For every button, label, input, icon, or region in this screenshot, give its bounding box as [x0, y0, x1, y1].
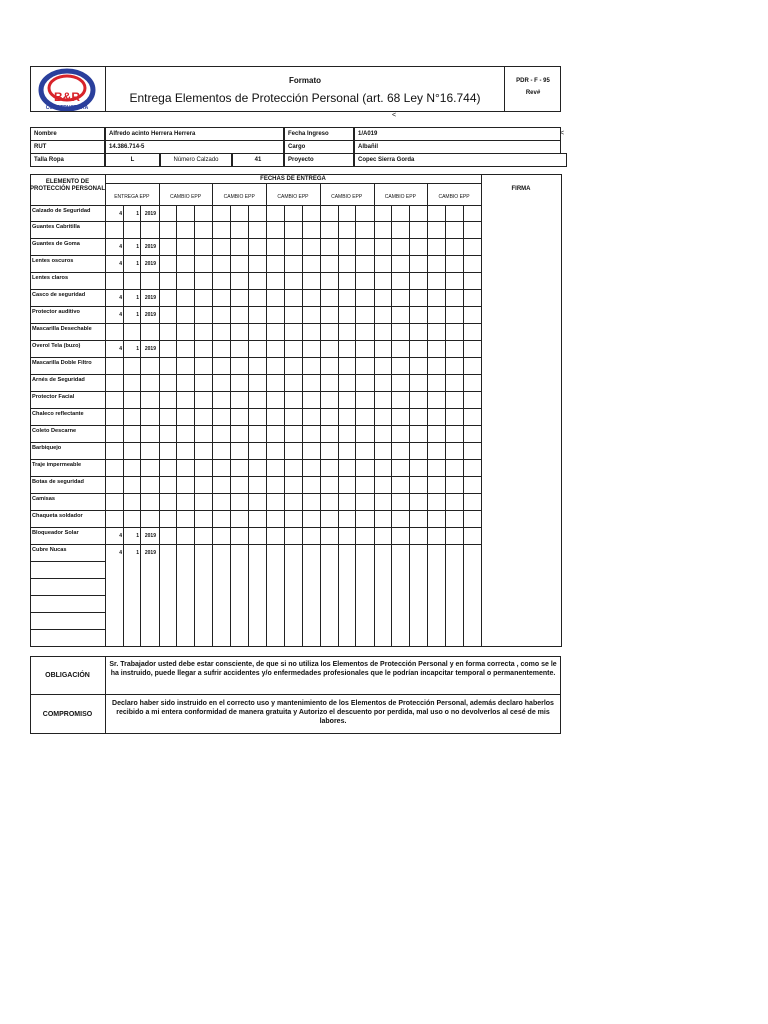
revision: Rev# [525, 90, 541, 96]
entry-month: 1 [136, 244, 139, 250]
item-label: Lentes oscuros [32, 258, 74, 264]
item-label: Overol Tela (buzo) [32, 343, 81, 349]
divider [105, 66, 106, 112]
subhead-epp: CAMBIO EPP [169, 194, 202, 200]
item-label: Guantes de Goma [32, 241, 80, 247]
grid-line [30, 544, 481, 545]
divider [504, 66, 505, 112]
grid-line [481, 174, 482, 646]
nombre-label: Nombre [30, 127, 105, 141]
document-title: Entrega Elementos de Protección Personal (art. 68 Ley N°16.744) [129, 91, 481, 105]
entry-year: 2019 [144, 244, 156, 250]
item-label: Calzado de Seguridad [32, 208, 91, 214]
item-label: Lentes claros [32, 275, 69, 281]
grid-line [159, 183, 160, 646]
item-label: Barbiquejo [32, 445, 62, 451]
logo-subtext: CONSTRUCTORA [45, 105, 89, 111]
grid-line [30, 323, 481, 324]
subhead-epp: CAMBIO EPP [438, 194, 470, 200]
grid-line [30, 493, 481, 494]
grid-line [30, 272, 481, 273]
item-label: Coleto Descarne [32, 428, 77, 434]
calzado-value: 41 [232, 153, 284, 167]
entry-month: 1 [136, 346, 139, 352]
grid-line [30, 510, 481, 511]
proyecto-value: Copec Sierra Gorda [354, 153, 567, 167]
entry-day: 4 [119, 533, 122, 539]
subhead-epp: CAMBIO EPP [384, 194, 416, 200]
grid-line [30, 391, 481, 392]
grid-line [30, 408, 481, 409]
entry-month: 1 [136, 295, 139, 301]
grid-line [30, 238, 481, 239]
entry-month: 1 [136, 211, 139, 217]
nombre-value: Alfredo acinto Herrera Herrera [105, 127, 284, 141]
cargo-value: Albañil [354, 140, 561, 154]
grid-line [30, 561, 105, 562]
item-label: Mascarilla Desechable [32, 326, 92, 332]
talla-value: L [105, 153, 160, 167]
grid-line [30, 578, 105, 579]
grid-line [30, 306, 481, 307]
item-label: Mascarilla Doble Filtro [32, 360, 92, 366]
grid-line [30, 595, 105, 596]
format-label: Formato [289, 76, 321, 85]
entry-month: 1 [136, 550, 139, 556]
entry-month: 1 [136, 533, 139, 539]
subhead-epp: CAMBIO EPP [331, 194, 363, 200]
entry-month: 1 [136, 261, 139, 267]
subhead-epp: CAMBIO EPP [223, 194, 255, 200]
talla-label: Talla Ropa [30, 153, 105, 167]
entry-day: 4 [119, 261, 122, 267]
document-code: PDR - F - 95 [516, 78, 550, 84]
item-label: Camisas [32, 496, 56, 502]
obligacion-text: Sr. Trabajador usted debe estar consciente, de que si no utiliza los Elementos de Protección Personal y en forma correcta , como se le ha instruido, puede llegar a sufrir accidentes y/o enfermedades profesionales que le podrían incapcitar temporal o permanentemente. [109, 661, 557, 677]
entry-day: 4 [119, 312, 122, 318]
item-label: Cubre Nucas [32, 547, 67, 553]
proyecto-label: Proyecto [284, 153, 354, 167]
grid-line [30, 357, 481, 358]
item-label: Botas de seguridad [32, 479, 84, 485]
divider [105, 656, 106, 734]
entry-day: 4 [119, 346, 122, 352]
grid-line [30, 174, 31, 647]
grid-line [30, 374, 481, 375]
grid-line [30, 527, 481, 528]
entry-year: 2019 [144, 261, 156, 267]
entry-day: 4 [119, 244, 122, 250]
grid-line [266, 183, 267, 646]
compromiso-label: COMPROMISO [42, 711, 93, 718]
grid-line [30, 442, 481, 443]
cargo-label: Cargo [284, 140, 354, 154]
grid-line [374, 183, 375, 646]
grid-line [30, 646, 561, 647]
grid-line [30, 340, 481, 341]
epp-table [30, 174, 561, 647]
rut-value: 14.386.714-5 [105, 140, 284, 154]
entry-day: 4 [119, 211, 122, 217]
grid-line [30, 221, 481, 222]
grid-line [30, 289, 481, 290]
entry-year: 2019 [144, 295, 156, 301]
col-elemento: ELEMENTO DE PROTECCIÓN PERSONAL [30, 179, 106, 192]
col-fechas: FECHAS DE ENTREGA [260, 176, 326, 182]
grid-line [105, 205, 481, 206]
entry-year: 2019 [144, 533, 156, 539]
grid-line [427, 183, 428, 646]
grid-line [30, 255, 481, 256]
header-box [30, 66, 561, 112]
grid-line [30, 476, 481, 477]
grid-line [30, 612, 105, 613]
item-label: Chaleco reflectante [32, 411, 84, 417]
calzado-label: Número Calzado [160, 153, 232, 167]
entry-year: 2019 [144, 211, 156, 217]
compromiso-text: Declaro haber sido instruido en el correcto uso y mantenimiento de los Elementos de Protección Personal, además declaro haberlos recibido a mi entera conformidad de manera gratuita y Autorizo el descuento por perdida, mal uso o no devolverlos al cesé de mis labores. [112, 700, 554, 725]
grid-line [30, 425, 481, 426]
logo-text: B&R [54, 90, 80, 104]
grid-line [105, 183, 481, 184]
col-firma: FIRMA [511, 186, 531, 192]
entry-day: 4 [119, 295, 122, 301]
item-label: Arnés de Seguridad [32, 377, 85, 383]
grid-line [30, 459, 481, 460]
entry-day: 4 [119, 550, 122, 556]
item-label: Bloqueador Solar [32, 530, 79, 536]
grid-line [212, 183, 213, 646]
grid-line [30, 205, 105, 206]
fecha-label: Fecha Ingreso [284, 127, 354, 141]
item-label: Traje impermeable [32, 462, 82, 468]
grid-line [30, 629, 105, 630]
subhead-epp: ENTREGA EPP [114, 194, 150, 200]
entry-year: 2019 [144, 346, 156, 352]
subhead-epp: CAMBIO EPP [277, 194, 309, 200]
rut-label: RUT [30, 140, 105, 154]
grid-line [561, 174, 562, 647]
fecha-value: 1/A019 [354, 127, 561, 141]
entry-year: 2019 [144, 550, 156, 556]
grid-line [320, 183, 321, 646]
item-label: Protector auditivo [32, 309, 80, 315]
entry-year: 2019 [144, 312, 156, 318]
item-label: Guantes Cabritilla [32, 224, 80, 230]
item-label: Chaqueta soldador [32, 513, 83, 519]
company-logo [31, 67, 105, 111]
item-label: Casco de seguridad [32, 292, 86, 298]
item-label: Protector Facial [32, 394, 75, 400]
divider [30, 694, 561, 695]
side-mark: < [392, 112, 397, 119]
side-mark: < [560, 130, 565, 137]
entry-month: 1 [136, 312, 139, 318]
obligacion-label: OBLIGACIÓN [45, 672, 90, 679]
